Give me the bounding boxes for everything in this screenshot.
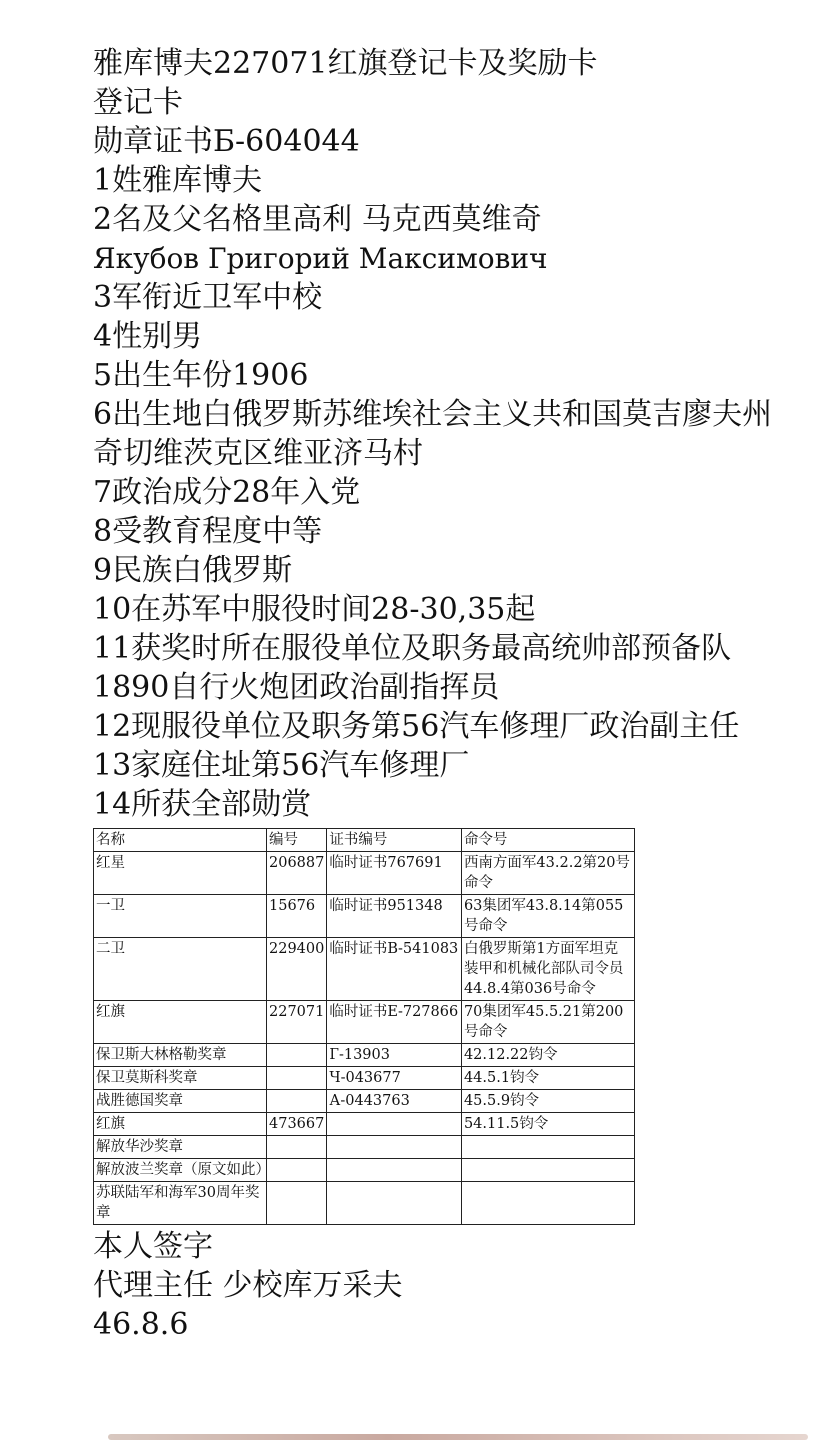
award-name-cell: 保卫斯大林格勒奖章 [94,1044,267,1067]
table-row [94,1113,635,1136]
field-line: 13家庭住址第56汽车修理厂 [93,748,470,783]
field-line: 1姓雅库博夫 [93,163,263,198]
award-name-cell: 保卫莫斯科奖章 [94,1067,267,1090]
signature-label: 本人签字 [93,1229,213,1264]
table-row [94,1182,635,1225]
award-number-cell [267,1044,327,1067]
field-list [93,161,793,824]
field-line: 3军衔近卫军中校 [93,280,323,315]
document-subtitle: 登记卡 [93,85,183,120]
footer-block [93,1227,793,1344]
field-line: 14所获全部勋赏 [93,787,312,822]
registration-card-document [93,44,793,1344]
award-number-cell: 206887 [267,852,327,895]
award-name-cell: 二卫 [94,938,267,1001]
table-row [94,895,635,938]
field-line: 6出生地白俄罗斯苏维埃社会主义共和国莫吉廖夫州奇切维茨克区维亚济马村 [93,397,773,471]
award-name-cell: 解放华沙奖章 [94,1136,267,1159]
table-row [94,1067,635,1090]
awards-table-body [94,852,635,1225]
award-certificate-cell: Ч-043677 [327,1067,462,1090]
award-order-cell: 44.5.1钧令 [461,1067,634,1090]
field-line: 11获奖时所在服役单位及职务最高统帅部预备队1890自行火炮团政治副指挥员 [93,631,732,705]
award-certificate-cell: А-0443763 [327,1090,462,1113]
acting-chief: 代理主任 少校库万采夫 [93,1268,403,1303]
award-name-cell: 红旗 [94,1113,267,1136]
award-number-cell [267,1090,327,1113]
award-number-cell: 473667 [267,1113,327,1136]
award-certificate-cell: 临时证书Е-727866 [327,1001,462,1044]
award-number-cell [267,1136,327,1159]
award-order-cell: 45.5.9钧令 [461,1090,634,1113]
award-certificate-cell [327,1113,462,1136]
award-number-cell: 229400 [267,938,327,1001]
award-order-cell [461,1159,634,1182]
award-name-cell: 解放波兰奖章（原文如此） [94,1159,267,1182]
award-certificate-cell: 临时证书В-541083 [327,938,462,1001]
award-order-cell: 54.11.5钧令 [461,1113,634,1136]
table-row [94,1001,635,1044]
award-certificate-cell: 临时证书767691 [327,852,462,895]
award-name-cell: 红旗 [94,1001,267,1044]
award-certificate-cell: Г-13903 [327,1044,462,1067]
field-line: 10在苏军中服役时间28-30,35起 [93,592,536,627]
table-row [94,938,635,1001]
field-line: 8受教育程度中等 [93,514,323,549]
award-number-cell [267,1067,327,1090]
field-line: 4性别男 [93,319,203,354]
column-header-number: 编号 [267,829,327,852]
document-title: 雅库博夫227071红旗登记卡及奖励卡 [93,46,598,81]
table-row [94,1044,635,1067]
field-line: 7政治成分28年入党 [93,475,361,510]
document-date: 46.8.6 [93,1307,189,1342]
award-certificate-cell [327,1182,462,1225]
table-row [94,852,635,895]
field-line: 2名及父名格里高利 马克西莫维奇 [93,202,542,237]
award-number-cell: 227071 [267,1001,327,1044]
award-name-cell: 一卫 [94,895,267,938]
award-order-cell: 白俄罗斯第1方面军坦克装甲和机械化部队司令员44.8.4第036号命令 [461,938,634,1001]
award-order-cell: 70集团军45.5.21第200号命令 [461,1001,634,1044]
awards-table [93,828,635,1225]
award-order-cell: 42.12.22钧令 [461,1044,634,1067]
award-order-cell [461,1136,634,1159]
award-name-cell: 红星 [94,852,267,895]
award-certificate-cell: 临时证书951348 [327,895,462,938]
table-row [94,1136,635,1159]
award-number-cell [267,1182,327,1225]
certificate-number: 勋章证书Б-604044 [93,124,360,159]
awards-table-header-row [94,829,635,852]
award-certificate-cell [327,1136,462,1159]
column-header-order: 命令号 [461,829,634,852]
table-row [94,1090,635,1113]
field-line: 5出生年份1906 [93,358,309,393]
page-edge-stain [108,1434,808,1440]
award-order-cell: 63集团军43.8.14第055号命令 [461,895,634,938]
column-header-name: 名称 [94,829,267,852]
field-line: 12现服役单位及职务第56汽车修理厂政治副主任 [93,709,740,744]
award-order-cell: 西南方面军43.2.2第20号命令 [461,852,634,895]
field-line: Якубов Григорий Максимович [93,242,548,275]
award-number-cell: 15676 [267,895,327,938]
table-row [94,1159,635,1182]
award-number-cell [267,1159,327,1182]
award-name-cell: 苏联陆军和海军30周年奖章 [94,1182,267,1225]
award-order-cell [461,1182,634,1225]
award-certificate-cell [327,1159,462,1182]
column-header-certificate: 证书编号 [327,829,462,852]
award-name-cell: 战胜德国奖章 [94,1090,267,1113]
field-line: 9民族白俄罗斯 [93,553,293,588]
